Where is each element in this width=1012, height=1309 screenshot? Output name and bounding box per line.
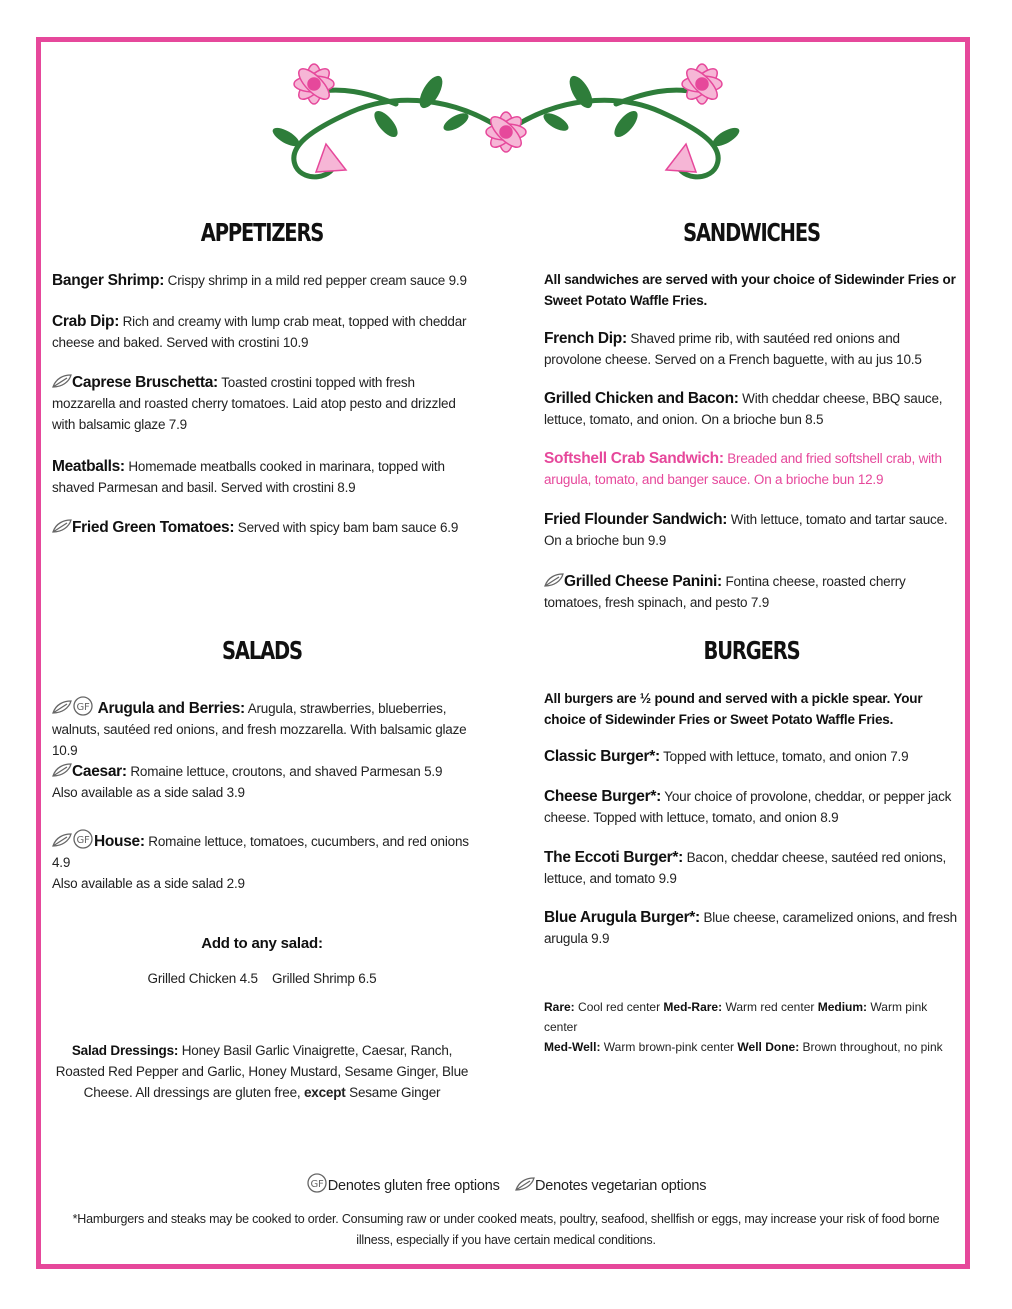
item-name: Blue Arugula Burger*: — [544, 909, 700, 926]
burgers-section — [544, 636, 959, 665]
temp-desc: Cool red center — [578, 1000, 661, 1014]
burger-item — [544, 786, 959, 828]
item-name: Caprese Bruschetta: — [72, 374, 218, 391]
item-desc: Romaine lettuce, croutons, and shaved Parmesan 5.9 — [130, 764, 443, 779]
item-desc: Romaine lettuce, tomatoes, cucumbers, and red onions 4.9 — [52, 834, 469, 870]
item-desc: Shaved prime rib, with sautéed red onions and provolone cheese. Served on a French baguette, with au jus 10.5 — [544, 331, 922, 367]
temp-label: Med-Rare: — [663, 1000, 723, 1014]
svg-text:GF: GF — [76, 835, 90, 846]
item-desc: Served with spicy bam bam sauce 6.9 — [237, 520, 459, 535]
sandwich-item — [544, 328, 959, 370]
dressings-tail: Sesame Ginger — [349, 1085, 441, 1100]
burger-temps — [544, 997, 959, 1057]
leaf-icon — [52, 833, 72, 847]
item-name: Grilled Cheese Panini: — [564, 573, 722, 590]
item-desc: Your choice of provolone, cheddar, or pepper jack cheese. Topped with lettuce, tomato, and onion 8.9 — [544, 789, 952, 825]
salad-item — [52, 829, 472, 894]
temp-label: Rare: — [544, 1000, 575, 1014]
item-name: Caesar: — [72, 763, 127, 780]
burger-item — [544, 907, 959, 949]
item-desc: Rich and creamy with lump crab meat, topped with cheddar cheese and baked. Served with crostini 10.9 — [52, 314, 467, 350]
appetizer-item — [52, 372, 472, 435]
sandwiches-title: SANDWICHES — [683, 218, 820, 247]
item-desc: Breaded and fried softshell crab, with arugula, tomato, and banger sauce. On a brioche bun 12.9 — [544, 451, 942, 487]
burgers-note — [544, 688, 959, 730]
leaf-icon — [52, 519, 72, 533]
sandwich-item — [544, 571, 959, 613]
dressings-label: Salad Dressings: — [71, 1043, 179, 1058]
svg-text:GF: GF — [310, 1179, 324, 1190]
burger-item — [544, 847, 959, 889]
item-desc: With cheddar cheese, BBQ sauce, lettuce, tomato, and onion. On a brioche bun 8.5 — [544, 391, 943, 427]
legend — [60, 1173, 952, 1197]
sandwiches-note — [544, 269, 959, 311]
item-name: Classic Burger*: — [544, 748, 660, 765]
add-items: Grilled Chicken 4.5 Grilled Shrimp 6.5 — [147, 971, 377, 986]
item-name: Grilled Chicken and Bacon: — [544, 390, 739, 407]
side-salad-note: Also available as a side salad 2.9 — [52, 876, 245, 891]
appetizers-title: APPETIZERS — [200, 218, 324, 247]
burger-item — [544, 746, 959, 767]
item-name: House: — [94, 833, 145, 850]
item-name: Fried Green Tomatoes: — [72, 519, 235, 536]
dressings-except: except — [304, 1085, 346, 1100]
sandwich-item — [544, 509, 959, 551]
appetizer-item — [52, 311, 472, 353]
gf-badge-icon — [72, 696, 94, 716]
leaf-icon — [52, 700, 72, 714]
appetizer-item — [52, 270, 472, 291]
item-name: Arugula and Berries: — [97, 700, 245, 717]
add-title: Add to any salad: — [201, 935, 323, 952]
salad-item — [52, 696, 472, 761]
salad-dressings — [52, 1040, 472, 1103]
dressings-text: Honey Basil Garlic Vinaigrette, Caesar, Ranch, Roasted Red Pepper and Garlic, Honey Mustard, Sesame Ginger, Blue Cheese. All dressings are gluten free, — [55, 1043, 469, 1100]
salads-section — [52, 636, 472, 665]
item-desc: Crispy shrimp in a mild red pepper cream sauce 9.9 — [167, 273, 467, 288]
burgers-title: BURGERS — [703, 636, 800, 665]
item-name: Cheese Burger*: — [544, 788, 661, 805]
sandwiches-section — [544, 218, 959, 247]
item-name: French Dip: — [544, 330, 627, 347]
temp-desc: Warm pink center — [544, 1000, 928, 1034]
temp-desc: Brown throughout, no pink — [802, 1040, 943, 1054]
legend-veg-text: Denotes vegetarian options — [534, 1178, 707, 1194]
appetizer-item — [52, 456, 472, 498]
appetizer-item — [52, 517, 472, 538]
sandwiches-note-text: All sandwiches are served with your choice of Sidewinder Fries or Sweet Potato Waffle Fries. — [544, 272, 956, 308]
legend-gf-text: Denotes gluten free options — [327, 1178, 500, 1194]
salad-item — [52, 761, 472, 803]
side-salad-note: Also available as a side salad 3.9 — [52, 785, 245, 800]
item-name: Banger Shrimp: — [52, 272, 165, 289]
floral-vine-ornament — [256, 52, 756, 192]
disclaimer: *Hamburgers and steaks may be cooked to order. Consuming raw or under cooked meats, poultry, seafood, shellfish or eggs, may increase your risk of food borne illness, especially if you have certain medical conditions. — [72, 1212, 940, 1247]
temp-label: Medium: — [817, 1000, 868, 1014]
add-to-salad — [52, 933, 472, 989]
item-desc: Homemade meatballs cooked in marinara, topped with shaved Parmesan and basil. Served with crostini 8.9 — [52, 459, 445, 495]
svg-text:GF: GF — [76, 702, 90, 713]
leaf-icon — [52, 374, 72, 388]
appetizers-section — [52, 218, 472, 247]
sandwich-item-featured — [544, 448, 959, 490]
item-desc: Blue cheese, caramelized onions, and fresh arugula 9.9 — [544, 910, 957, 946]
item-name: Meatballs: — [52, 458, 125, 475]
item-desc: Bacon, cheddar cheese, sautéed red onions, lettuce, and tomato 9.9 — [544, 850, 947, 886]
leaf-icon — [544, 573, 564, 587]
temp-label: Med-Well: — [544, 1040, 601, 1054]
item-desc: Arugula, strawberries, blueberries, walnuts, sautéed red onions, and fresh mozzarella. With balsamic glaze 10.9 — [52, 701, 467, 758]
item-name: Softshell Crab Sandwich: — [544, 450, 724, 467]
sandwich-item — [544, 388, 959, 430]
item-desc: Topped with lettuce, tomato, and onion 7.9 — [663, 749, 909, 764]
item-name: Crab Dip: — [52, 313, 120, 330]
salads-title: SALADS — [222, 636, 302, 665]
leaf-icon — [515, 1177, 535, 1191]
gf-badge-icon — [72, 829, 94, 849]
item-desc: With lettuce, tomato and tartar sauce. On a brioche bun 9.9 — [544, 512, 948, 548]
item-name: The Eccoti Burger*: — [544, 849, 683, 866]
item-name: Fried Flounder Sandwich: — [544, 511, 728, 528]
gf-badge-icon — [306, 1173, 328, 1193]
burgers-note-text: All burgers are ½ pound and served with a pickle spear. Your choice of Sidewinder Fries or Sweet Potato Waffle Fries. — [544, 691, 923, 727]
leaf-icon — [52, 763, 72, 777]
temp-desc: Warm red center — [725, 1000, 815, 1014]
temp-desc: Warm brown-pink center — [603, 1040, 735, 1054]
item-desc: Toasted crostini topped with fresh mozzarella and roasted cherry tomatoes. Laid atop pesto and drizzled with balsamic glaze 7.9 — [52, 375, 456, 432]
item-desc: Fontina cheese, roasted cherry tomatoes, fresh spinach, and pesto 7.9 — [544, 574, 906, 610]
temp-label: Well Done: — [737, 1040, 800, 1054]
